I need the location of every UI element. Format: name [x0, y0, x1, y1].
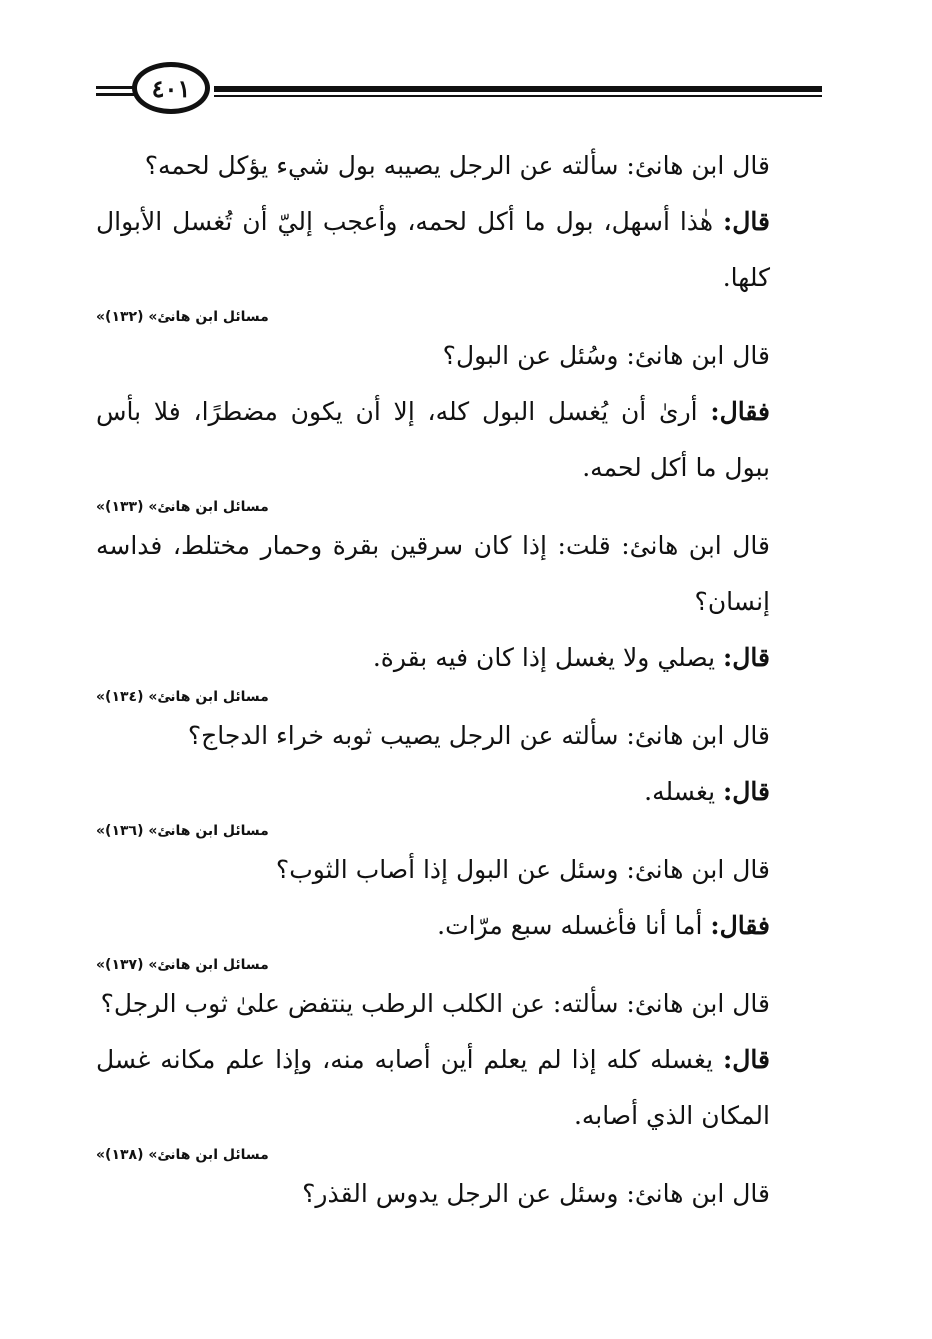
question-text: قال ابن هانئ: قلت: إذا كان سرقين بقرة وحمار مختلط، فداسه إنسان؟: [96, 531, 770, 616]
answer-text: يغسله.: [644, 777, 724, 806]
answer-text: يغسله كله إذا لم يعلم أين أصابه منه، وإذا علم مكانه غسل المكان الذي أصابه.: [96, 1045, 770, 1130]
page-number-badge: [132, 62, 210, 114]
question-text: قال ابن هانئ: سألته عن الرجل يصيب ثوبه خراء الدجاج؟: [187, 721, 770, 750]
page-number: ٤٠١: [151, 73, 191, 103]
entry: [96, 842, 818, 976]
answer-paragraph: [96, 764, 818, 820]
trailing-question-text: قال ابن هانئ: وسئل عن الرجل يدوس القذر؟: [302, 1179, 770, 1208]
page-content: [96, 138, 818, 1222]
entry: [96, 976, 818, 1166]
answer-label: قال:: [723, 643, 770, 672]
entry: [96, 708, 818, 842]
source-citation: «مسائل ابن هانئ» (١٣٨): [96, 1147, 269, 1163]
source-citation: «مسائل ابن هانئ» (١٣٦): [96, 823, 269, 839]
answer-label: فقال:: [710, 397, 770, 426]
source-citation: «مسائل ابن هانئ» (١٣٧): [96, 957, 269, 973]
answer-label: فقال:: [710, 911, 770, 940]
header-rule-left-bottom: [96, 93, 136, 96]
answer-text: أما أنا فأغسله سبع مرّات.: [437, 911, 711, 940]
header-rule-left-top: [96, 86, 136, 89]
answer-label: قال:: [723, 777, 770, 806]
question-text: قال ابن هانئ: سألته عن الرجل يصيبه بول شيء يؤكل لحمه؟: [144, 151, 770, 180]
question-text: قال ابن هانئ: وسُئل عن البول؟: [442, 341, 770, 370]
answer-paragraph: [96, 630, 818, 686]
question-text: قال ابن هانئ: وسئل عن البول إذا أصاب الثوب؟: [275, 855, 770, 884]
question-text: قال ابن هانئ: سألته: عن الكلب الرطب ينتفض علىٰ ثوب الرجل؟: [100, 989, 770, 1018]
entry: [96, 328, 818, 518]
source-citation: «مسائل ابن هانئ» (١٣٢): [96, 309, 269, 325]
answer-label: قال:: [723, 207, 770, 236]
answer-paragraph: [96, 384, 818, 496]
answer-text: يصلي ولا يغسل إذا كان فيه بقرة.: [372, 643, 724, 672]
answer-label: قال:: [723, 1045, 770, 1074]
header-rule-thin: [214, 95, 822, 97]
answer-paragraph: [96, 194, 818, 306]
entry: [96, 138, 818, 328]
entry: [96, 518, 818, 708]
answer-text: أرىٰ أن يُغسل البول كله، إلا أن يكون مضطرًا، فلا بأس ببول ما أكل لحمه.: [96, 397, 770, 482]
header-rule-thick: [214, 86, 822, 92]
answer-paragraph: [96, 898, 818, 954]
answer-paragraph: [96, 1032, 818, 1144]
answer-text: هٰذا أسهل، بول ما أكل لحمه، وأعجب إليّ أن تُغسل الأبوال كلها.: [96, 207, 770, 292]
page-header: [96, 60, 822, 120]
source-citation: «مسائل ابن هانئ» (١٣٤): [96, 689, 269, 705]
source-citation: «مسائل ابن هانئ» (١٣٣): [96, 499, 269, 515]
